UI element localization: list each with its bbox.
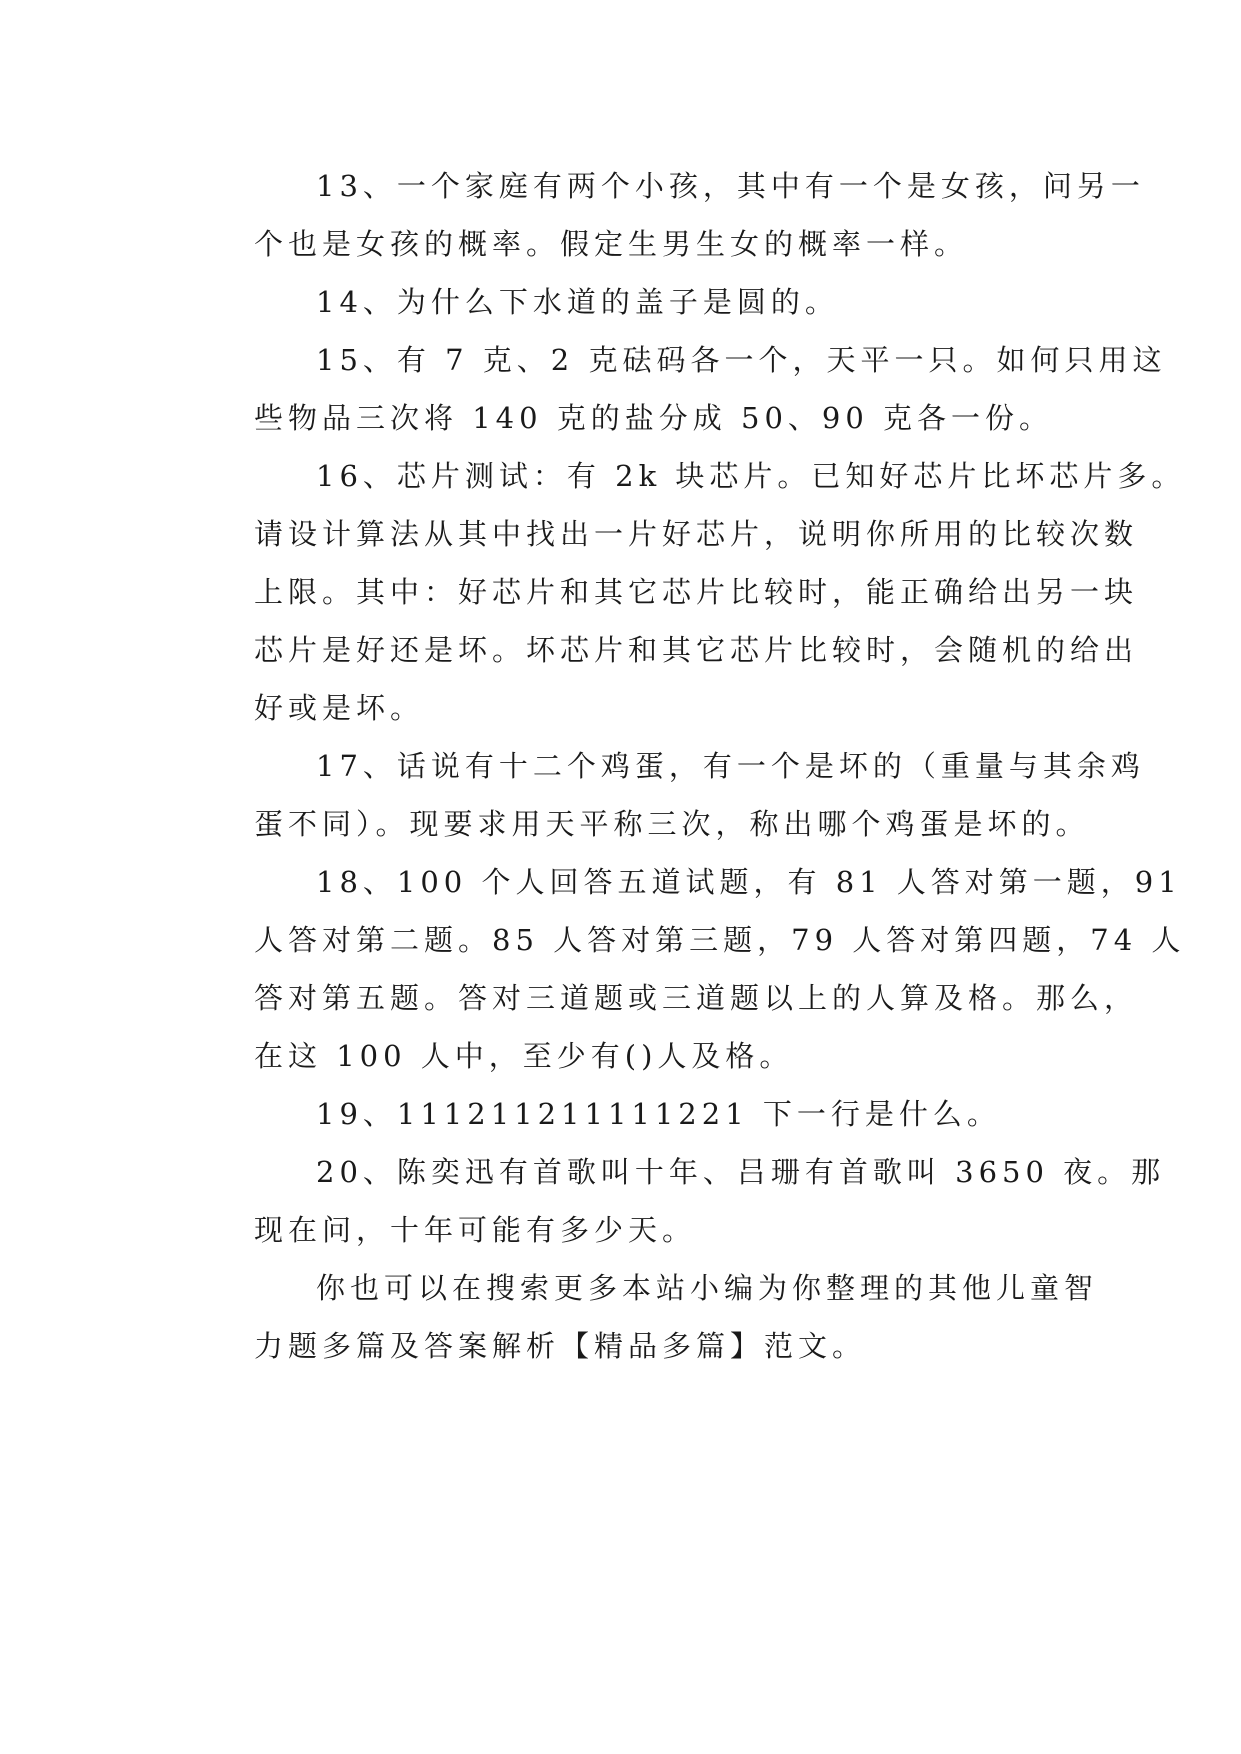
- text-line: 在这 100 人中，至少有()人及格。: [254, 1039, 794, 1073]
- text-line: 17、话说有十二个鸡蛋，有一个是坏的（重量与其余鸡: [316, 749, 1145, 783]
- text-line: 现在问，十年可能有多少天。: [254, 1213, 697, 1247]
- text-line: 上限。其中：好芯片和其它芯片比较时，能正确给出另一块: [254, 575, 1139, 609]
- text-line: 个也是女孩的概率。假定生男生女的概率一样。: [254, 227, 969, 261]
- paragraph-closing: [192, 1259, 1099, 1375]
- paragraph-q19: [192, 1085, 1054, 1143]
- paragraph-q13: [192, 157, 1145, 273]
- text-line: 些物品三次将 140 克的盐分成 50、90 克各一份。: [254, 401, 1054, 435]
- paragraph-q16: [192, 447, 1186, 737]
- text-line: 13、一个家庭有两个小孩，其中有一个是女孩，问另一: [316, 169, 1145, 203]
- text-line: 请设计算法从其中找出一片好芯片，说明你所用的比较次数: [254, 517, 1139, 551]
- paragraph-q15: [192, 331, 1167, 447]
- paragraph-q14: [192, 273, 1054, 331]
- text-line: 你也可以在搜索更多本站小编为你整理的其他儿童智: [316, 1271, 1099, 1305]
- text-line: 好或是坏。: [254, 691, 425, 725]
- text-line: 蛋不同）。现要求用天平称三次，称出哪个鸡蛋是坏的。: [254, 807, 1090, 841]
- text-line: 20、陈奕迅有首歌叫十年、吕珊有首歌叫 3650 夜。那: [316, 1155, 1166, 1189]
- text-line: 力题多篇及答案解析【精品多篇】范文。: [254, 1329, 867, 1363]
- text-line: 14、为什么下水道的盖子是圆的。: [316, 285, 839, 319]
- text-line: 答对第五题。答对三道题或三道题以上的人算及格。那么，: [254, 981, 1139, 1015]
- paragraph-q18: [192, 853, 1186, 1085]
- paragraph-q20: [192, 1143, 1166, 1259]
- text-line: 18、100 个人回答五道试题，有 81 人答对第一题，91: [316, 865, 1182, 899]
- text-line: 19、111211211111221 下一行是什么。: [316, 1097, 1001, 1131]
- text-line: 16、芯片测试：有 2k 块芯片。已知好芯片比坏芯片多。: [316, 459, 1186, 493]
- text-line: 15、有 7 克、2 克砝码各一个，天平一只。如何只用这: [316, 343, 1167, 377]
- paragraph-q17: [192, 737, 1145, 853]
- text-line: 芯片是好还是坏。坏芯片和其它芯片比较时，会随机的给出: [254, 633, 1139, 667]
- document-page: [192, 157, 1186, 1375]
- text-line: 人答对第二题。85 人答对第三题，79 人答对第四题，74 人: [254, 923, 1186, 957]
